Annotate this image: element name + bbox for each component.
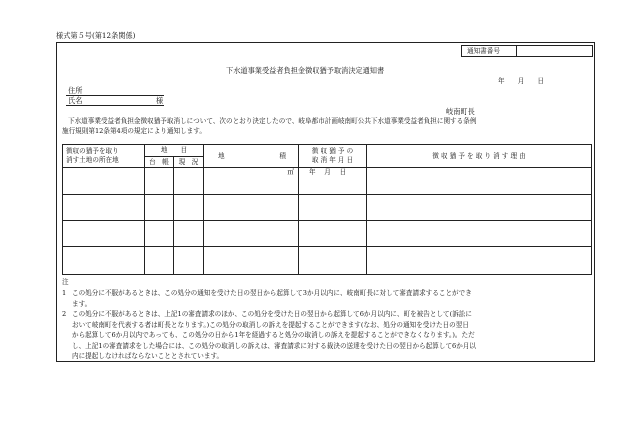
notice-number-box <box>461 45 593 57</box>
deferral-table <box>62 144 592 275</box>
body-text-line1: 下水道事業受益者負担金徴収猶予取消しについて、次のとおり決定したので、岐阜都市計画岐南町公共下水道事業受益者負担に関する条例 <box>68 117 477 125</box>
table-row <box>63 247 592 275</box>
location-header: 徴収の猶予を取り 消す土地の所在地 <box>63 145 145 168</box>
genkyo-header: 現 況 <box>174 157 204 168</box>
table-row <box>63 168 592 195</box>
form-number: 様式第５号(第12条関係) <box>56 31 136 40</box>
cancel-date-header: 徴 収 猶 予 の 取 消 年 月 日 <box>299 145 367 168</box>
table-row <box>63 195 592 221</box>
chimoku-header: 地 目 <box>145 145 204 157</box>
honorific: 様 <box>156 96 164 105</box>
notes-heading: 注 <box>62 278 69 286</box>
area-unit: ㎡ <box>204 168 299 195</box>
date-line: 年 月 日 <box>498 77 545 85</box>
daicho-header: 台 帳 <box>145 157 174 168</box>
area-header: 地 積 <box>204 145 299 168</box>
address-label: 住所 <box>68 86 83 95</box>
name-label: 氏名 <box>68 96 83 105</box>
name-underline <box>66 105 164 106</box>
notice-number-label: 通知書番号 <box>467 47 500 55</box>
body-text-line2: 施行規則第12条第4項の規定により通知します。 <box>62 127 206 135</box>
page-title: 下水道事業受益者負担金徴収猶予取消決定通知書 <box>226 66 385 75</box>
reason-header: 徴 収 猶 予 を 取 り 消 す 理 由 <box>367 145 592 168</box>
note-1: 1 この処分に不服があるときは、この処分の通知を受けた日の翌日から起算して3か月以内に、岐南町長に対して審査請求することができ ます。 <box>62 289 472 308</box>
table-row <box>63 221 592 247</box>
note-2: 2 この処分に不服があるときは、上記1の審査請求のほか、この処分を受けた日の翌日から起算して6か月以内に、町を被告として(訴訟に おいて岐南町を代表する者は町長となります。)この処分の取消しの訴えを提起することができます(なお、処分の通知を受けた日の翌日 から起算して6か月以内であっても、この処分の日から1年を経過すると処分の取消しの訴えを提起することができなくなります。)。ただ し、上記1の審査請求をした場合には、この処分の取消しの訴えは、審査請求に対する裁決の送達を受けた日の翌日から起算して6か月以 内に提起しなければならないこととされています。 <box>62 310 477 360</box>
issuer: 岐南町長 <box>446 107 475 116</box>
cancel-date-cell: 年 月 日 <box>299 168 367 195</box>
